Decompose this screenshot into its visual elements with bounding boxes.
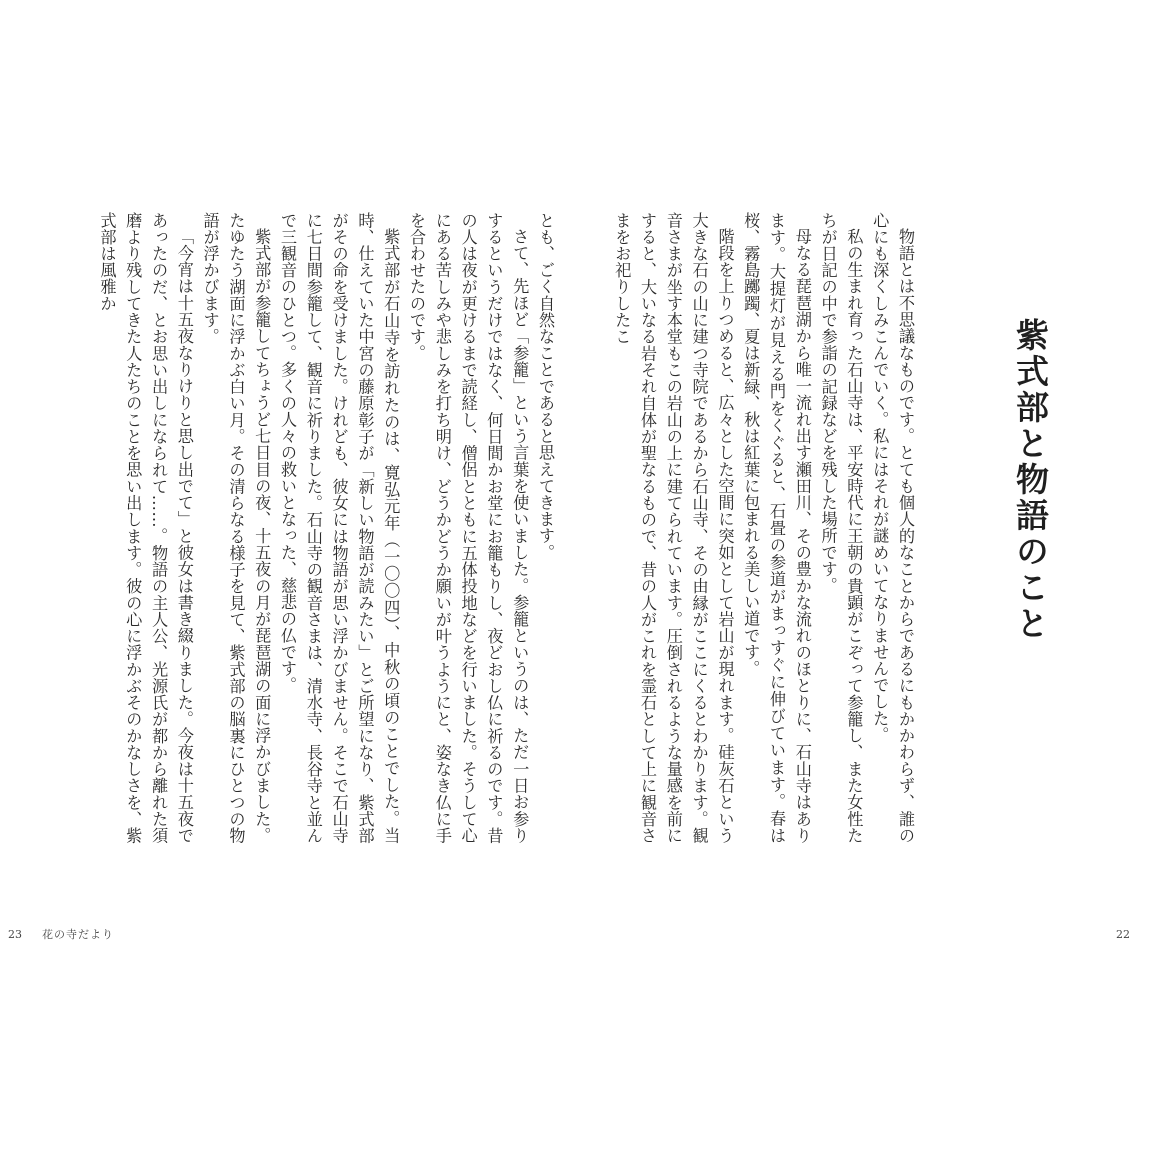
- paragraph: 階段を上りつめると、広々とした空間に突如として岩山が現れます。硅灰石という大きな石の山に建つ寺院であるから石山寺、その由縁がここにくるとわかります。観音さまが坐す本堂もこの岩山の上に建てられています。圧倒されるような量感を前にすると、大いなる岩それ自体が聖なるもので、昔の人がこれを霊石として上に観音さまをお祀りしたこ: [612, 212, 735, 844]
- paragraph: 紫式部が参籠してちょうど七日目の夜、十五夜の月が琵琶湖の面に浮かびました。たゆたう湖面に浮かぶ白い月。その清らなる様子を見て、紫式部の脳裏にひとつの物語が浮かびます。: [200, 212, 272, 844]
- paragraph: 私の生まれ育った石山寺は、平安時代に王朝の貴顕がこぞって参籠し、また女性たちが日記の中で参詣の記録などを残した場所です。: [818, 212, 864, 844]
- paragraph: 母なる琵琶湖から唯一流れ出す瀬田川、その豊かな流れのほとりに、石山寺はあります。大提灯が見える門をくぐると、石畳の参道がまっすぐに伸びています。春は桜、霧島躑躅、夏は新緑、秋は紅葉に包まれる美しい道です。: [741, 212, 812, 844]
- right-page: [575, 0, 1150, 1150]
- paragraph: 「今宵は十五夜なりけりと思し出でて」と彼女は書き綴りました。今夜は十五夜であったのだ、とお思い出しになられて……。物語の主人公、光源氏が都から離れた須磨より残してきた人たちのことを思い出します。彼の心に浮かぶそのかなしさを、紫式部は風雅か: [97, 212, 194, 844]
- chapter-title: 紫式部と物語のこと: [1011, 318, 1050, 642]
- running-head: 花の寺だより: [42, 928, 114, 941]
- paragraph: さて、先ほど「参籠」という言葉を使いました。参籠というのは、ただ一日お参りするというだけではなく、何日間かお堂にお籠もりし、夜どおし仏に祈るのです。昔の人は夜が更けるまで読経し、僧侶とともに五体投地などを行いました。そうして心にある苦しみや悲しみを打ち明け、どうかどうか願いが叶うようにと、姿なき仏に手を合わせたのです。: [407, 212, 530, 844]
- page-number: 22: [1116, 928, 1130, 941]
- paragraph: 紫式部が石山寺を訪れたのは、寛弘元年（一〇〇四）、中秋の頃のことでした。当時、仕えていた中宮の藤原彰子が「新しい物語が読みたい」とご所望になり、紫式部がその命を受けました。けれども、彼女には物語が思い浮かびません。そこで石山寺に七日間参籠して、観音に祈りました。石山寺の観音さまは、清水寺、長谷寺と並んで三観音のひとつ。多くの人々の救いとなった、慈悲の仏です。: [278, 212, 401, 844]
- paragraph: 物語とは不思議なものです。とても個人的なことからであるにもかかわらず、誰の心にも深くしみこんでいく。私にはそれが謎めいてなりませんでした。: [870, 212, 915, 844]
- paragraph: とも、ごく自然なことであると思えてきます。: [536, 212, 555, 561]
- right-page-body: [612, 212, 918, 844]
- page-number: 23: [8, 928, 22, 941]
- left-page-body: [97, 212, 558, 844]
